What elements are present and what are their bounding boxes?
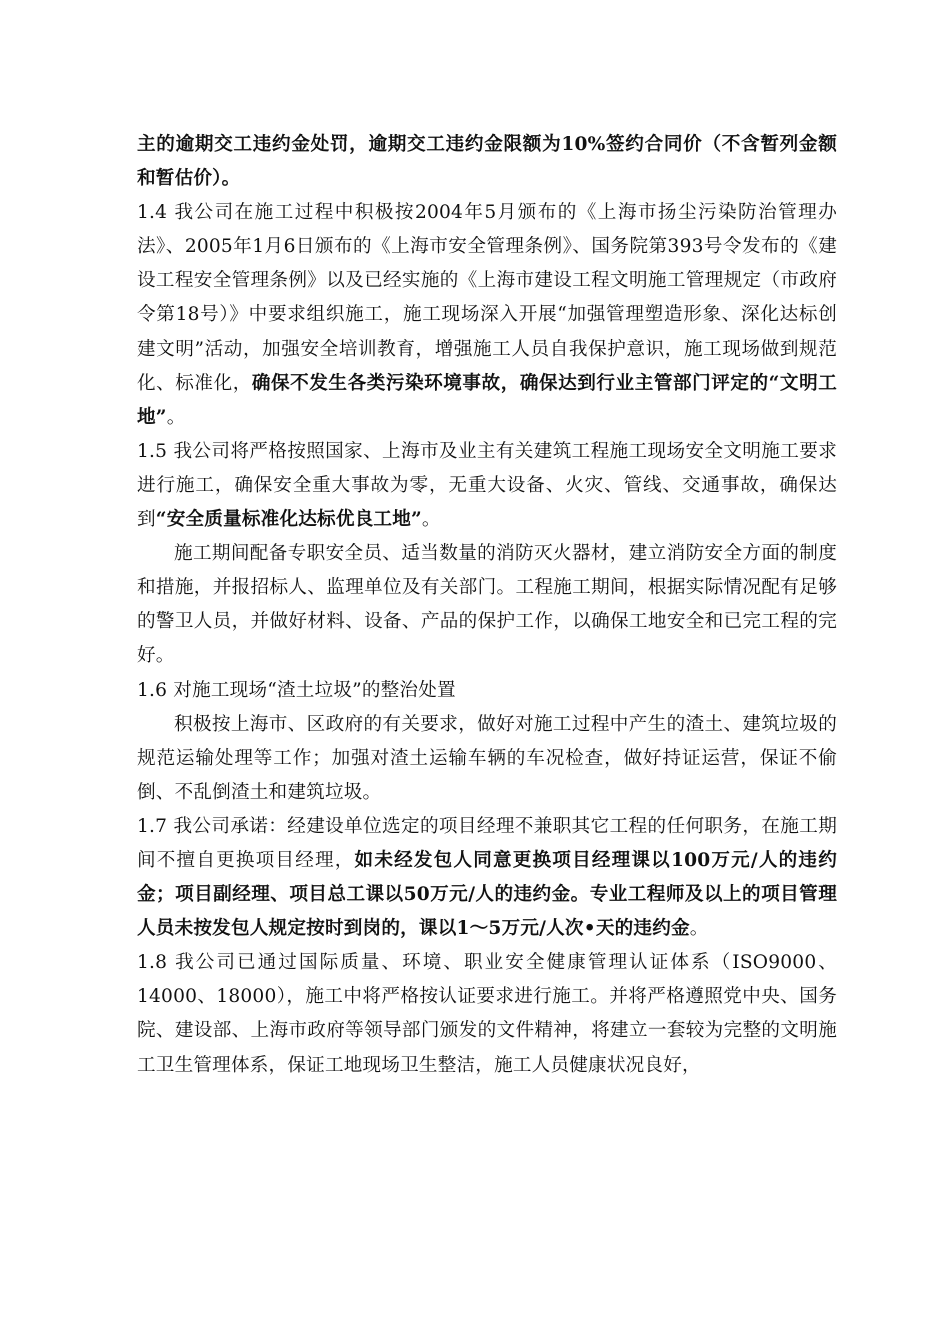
text-run: 。: [166, 406, 186, 428]
text-run-bold: 如未经发包人同意更换项目经理课以100万元/人的违约金；项目副经理、项目总工课以50万元/人的违约金。专业工程师及以上的项目管理人员未按发包人规定按时到岗的，课以1～5万元/人次•天的违约金: [137, 849, 838, 940]
paragraph-1-8-certification: [137, 946, 837, 1082]
text-run: 1.4 我公司在施工过程中积极按2004年5月颁布的《上海市扬尘污染防治管理办法》、2005年1月6日颁布的《上海市安全管理条例》、国务院第393号令发布的《建设工程安全管理条例》以及已经实施的《上海市建设工程文明施工管理规定（市政府令第18号）》中要求组织施工，施工现场深入开展“加强管理塑造形象、深化达标创建文明”活动，加强安全培训教育，增强施工人员自我保护意识，施工现场做到规范化、标准化，: [137, 202, 837, 394]
paragraph-1-4-civilized-construction: [137, 196, 837, 435]
text-run-bold: “安全质量标准化达标优良工地”: [155, 509, 422, 531]
text-run: 1.7 我公司承诺：经建设单位选定的项目经理不兼职其它工程的任何职务，在施工期间不擅自更换项目经理，: [137, 815, 837, 871]
text-run: 。: [689, 918, 709, 940]
text-run: 1.6 对施工现场“渣土垃圾”的整治处置: [137, 679, 456, 701]
text-run: 施工期间配备专职安全员、适当数量的消防灭火器材，建立消防安全方面的制度和措施，并报招标人、监理单位及有关部门。工程施工期间，根据实际情况配有足够的警卫人员，并做好材料、设备、产品的保护工作，以确保工地安全和已完工程的完好。: [137, 543, 837, 667]
text-run: 。: [421, 509, 441, 531]
paragraph-1-7-project-manager: [137, 810, 837, 946]
text-run: 1.8 我公司已通过国际质量、环境、职业安全健康管理认证体系（ISO9000、14000、18000），施工中将严格按认证要求进行施工。并将严格遵照党中央、国务院、建设部、上海市政府等领导部门颁发的文件精神，将建立一套较为完整的文明施工卫生管理体系，保证工地现场卫生整洁，施工人员健康状况良好，: [137, 952, 837, 1076]
text-run: 积极按上海市、区政府的有关要求，做好对施工过程中产生的渣土、建筑垃圾的规范运输处理等工作；加强对渣土运输车辆的车况检查，做好持证运营，保证不偷倒、不乱倒渣土和建筑垃圾。: [137, 713, 837, 803]
text-run: 主的逾期交工违约金处罚，逾期交工违约金限额为10%签约合同价（不含暂列金额和暂估价）。: [137, 134, 837, 190]
paragraph-1-5-safety-standards: [137, 435, 837, 537]
paragraph-continuation-penalty: [137, 128, 837, 196]
document-page: [137, 128, 837, 1083]
paragraph-1-6-heading: [137, 674, 837, 708]
paragraph-safety-officers: [137, 537, 837, 673]
text-run: 1.5 我公司将严格按照国家、上海市及业主有关建筑工程施工现场安全文明施工要求进行施工，确保安全重大事故为零，无重大设备、火灾、管线、交通事故，确保达到: [137, 440, 837, 531]
text-run-bold: 确保不发生各类污染环境事故，确保达到行业主管部门评定的“文明工地”: [137, 372, 837, 428]
paragraph-muck-disposal: [137, 708, 837, 810]
